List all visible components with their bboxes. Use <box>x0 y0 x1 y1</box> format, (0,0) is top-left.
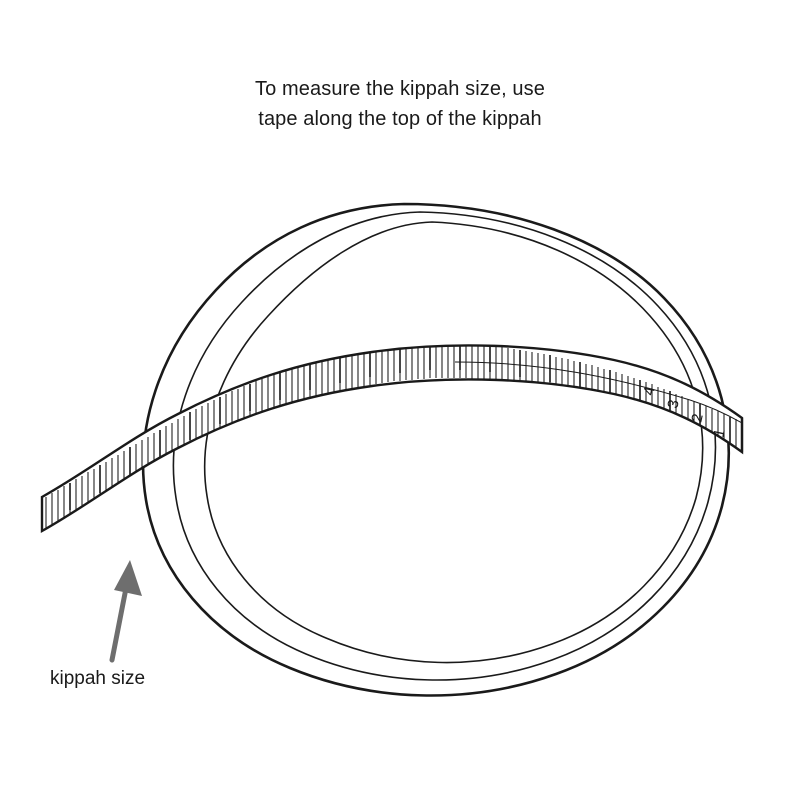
tape-number-4: 4 <box>640 385 659 397</box>
instruction-line-1: To measure the kippah size, use <box>255 78 545 100</box>
tape-number-3: 3 <box>664 398 683 410</box>
kippah-size-label: kippah size <box>50 668 146 689</box>
pointer-arrow <box>112 560 142 660</box>
instruction-line-2: tape along the top of the kippah <box>258 108 542 130</box>
kippah-inner-rim <box>173 212 715 680</box>
tape-number-1: 1 <box>710 427 729 439</box>
tape-number-2: 2 <box>688 412 707 424</box>
kippah-outline <box>143 204 729 695</box>
